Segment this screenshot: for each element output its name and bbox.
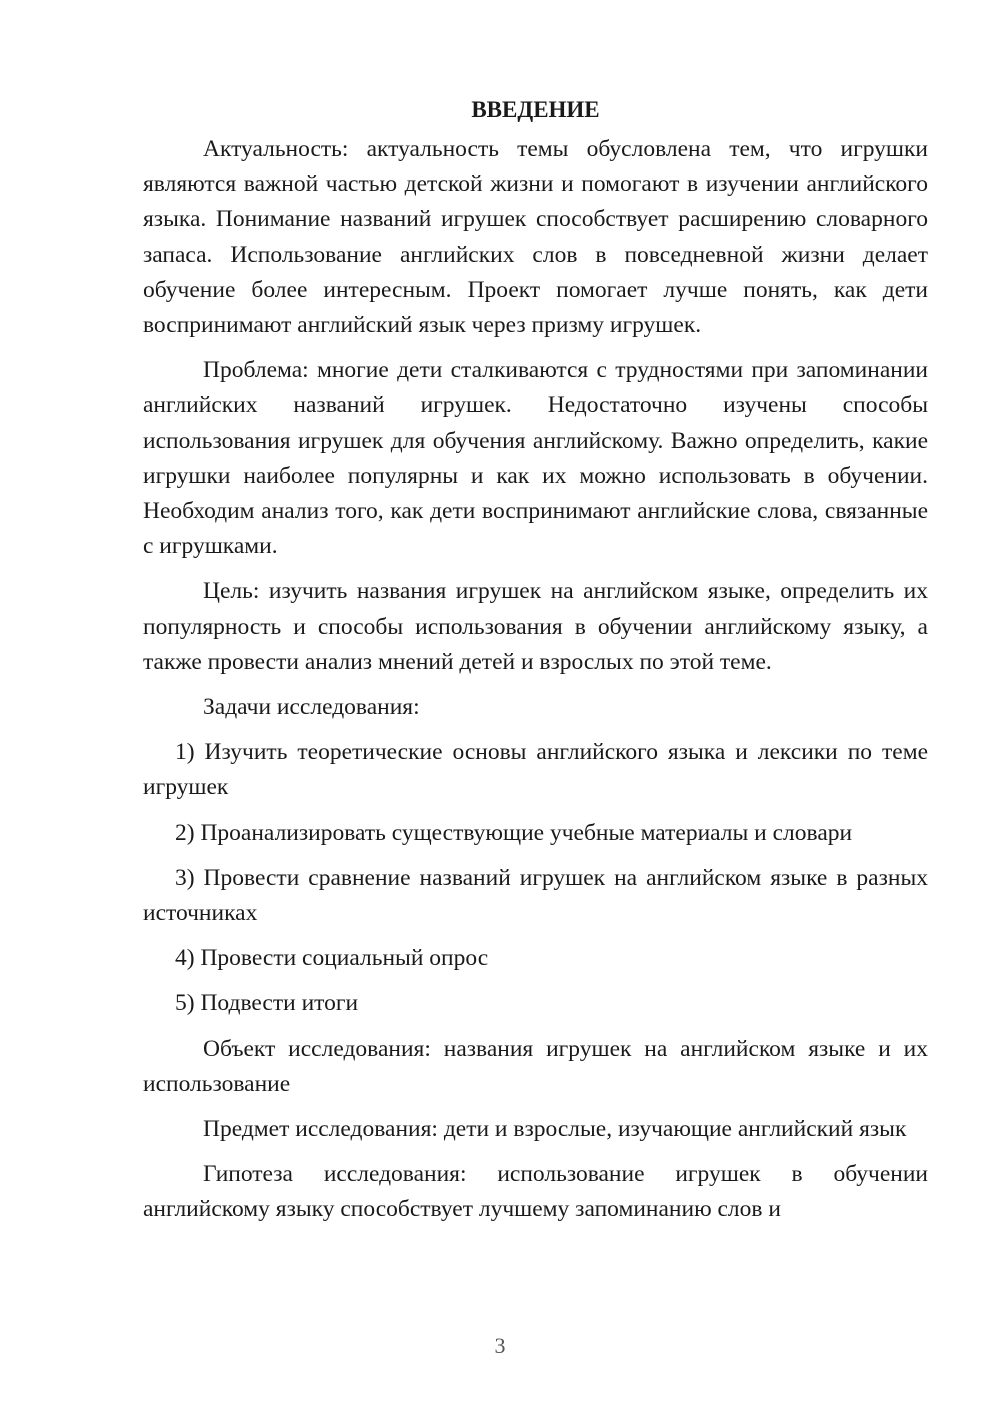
task-item-5: 5) Подвести итоги [175, 990, 359, 1017]
section-title: ВВЕДЕНИЕ [471, 97, 600, 122]
task-item-3: 3) Провести сравнение названий игрушек на английском языке в разных источниках [143, 864, 928, 927]
paragraph-hypothesis: Гипотеза исследования: использование игрушек в обучении английскому языку способствует лучшему запоминанию слов и [143, 1161, 928, 1223]
task-item-2: 2) Проанализировать существующие учебные материалы и словари [175, 819, 853, 846]
tasks-heading: Задачи исследования: [203, 694, 420, 721]
document-body [143, 92, 928, 1238]
paragraph-goal: Цель: изучить названия игрушек на английском языке, определить их популярность и способы использования в обучении английскому языку, а также провести анализ мнений детей и взрослых по этой теме. [143, 578, 928, 675]
task-item-4: 4) Провести социальный опрос [175, 945, 489, 972]
page-number: 3 [494, 1333, 506, 1358]
paragraph-relevance: Актуальность: актуальность темы обусловлена тем, что игрушки являются важной частью детской жизни и помогают в изучении английского языка. Понимание названий игрушек способствует расширению словарного запаса. Использование английских слов в повседневной жизни делает обучение более интересным. Проект помогает лучше понять, как дети воспринимают английский язык через призму игрушек. [143, 136, 928, 339]
task-item-1: 1) Изучить теоретические основы английского языка и лексики по теме игрушек [143, 739, 928, 801]
paragraph-problem: Проблема: многие дети сталкиваются с трудностями при запоминании английских названий игрушек. Недостаточно изучены способы использования игрушек для обучения английскому. Важно определить, какие игрушки наиболее популярны и как их можно использовать в обучении. Необходим анализ того, как дети воспринимают английские слова, связанные с игрушками. [143, 357, 928, 560]
paragraph-subject: Предмет исследования: дети и взрослые, изучающие английский язык [203, 1116, 907, 1143]
paragraph-object: Объект исследования: названия игрушек на английском языке и их использование [143, 1035, 928, 1097]
